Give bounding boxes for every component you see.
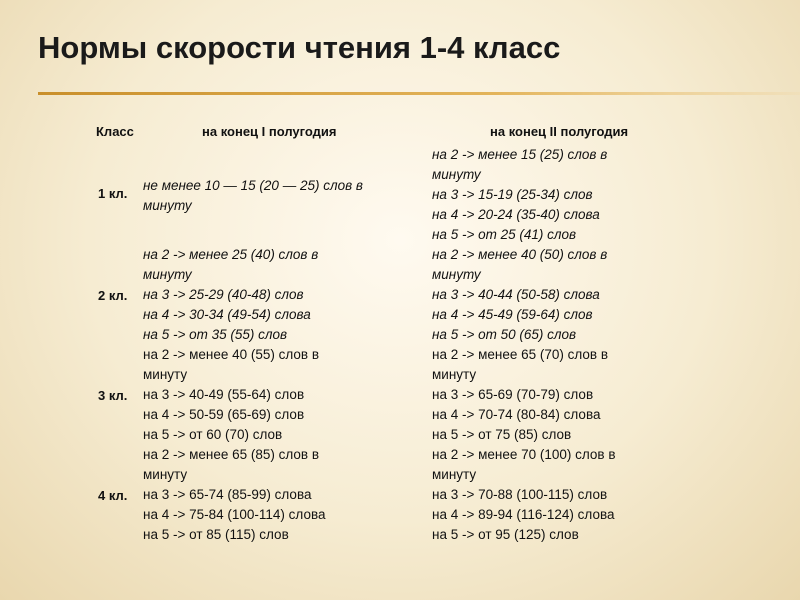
- cell-line: минуту: [143, 267, 192, 282]
- cell-line: минуту: [143, 467, 188, 482]
- cell-line: на 3 -> 40-44 (50-58) слова: [432, 287, 600, 302]
- cell-line: не менее 10 — 15 (20 — 25) слов в: [143, 178, 363, 193]
- grade-label: 1 кл.: [98, 186, 128, 201]
- cell-line: минуту: [432, 467, 477, 482]
- cell-line: на 3 -> 25-29 (40-48) слов: [143, 287, 304, 302]
- cell-line: на 5 -> от 85 (115) слов: [143, 527, 289, 542]
- cell-line: на 3 -> 40-49 (55-64) слов: [143, 387, 305, 402]
- cell-line: на 4 -> 20-24 (35-40) слова: [432, 207, 600, 222]
- cell-line: на 3 -> 65-74 (85-99) слова: [143, 487, 312, 502]
- cell-line: минуту: [432, 367, 477, 382]
- cell-line: на 4 -> 30-34 (49-54) слова: [143, 307, 311, 322]
- cell-line: на 3 -> 15-19 (25-34) слов: [432, 187, 593, 202]
- cell-line: на 3 -> 70-88 (100-115) слов: [432, 487, 608, 502]
- grade-label: 2 кл.: [98, 288, 128, 303]
- cell-line: на 4 -> 70-74 (80-84) слова: [432, 407, 601, 422]
- header-grade: Класс: [96, 124, 134, 139]
- cell-line: на 5 -> от 50 (65) слов: [432, 327, 577, 342]
- header-first-half: на конец I полугодия: [202, 124, 337, 139]
- cell-line: на 4 -> 45-49 (59-64) слов: [432, 307, 593, 322]
- grade-label: 3 кл.: [98, 388, 128, 403]
- cell-line: на 2 -> менее 65 (70) слов в: [432, 347, 609, 362]
- slide-title: Нормы скорости чтения 1-4 класс: [38, 30, 561, 65]
- cell-line: минуту: [432, 167, 481, 182]
- row-4-first-half: [143, 445, 398, 545]
- cell-line: на 2 -> менее 40 (55) слов в: [143, 347, 320, 362]
- cell-line: на 4 -> 89-94 (116-124) слова: [432, 507, 615, 522]
- grade-label: 4 кл.: [98, 488, 128, 503]
- cell-line: минуту: [143, 367, 188, 382]
- cell-line: на 4 -> 50-59 (65-69) слов: [143, 407, 305, 422]
- cell-line: на 3 -> 65-69 (70-79) слов: [432, 387, 594, 402]
- row-1-first-half: [143, 176, 398, 216]
- cell-line: на 2 -> менее 40 (50) слов в: [432, 247, 608, 262]
- cell-line: на 2 -> менее 65 (85) слов в: [143, 447, 320, 462]
- cell-line: минуту: [143, 198, 192, 213]
- row-2-second-half: [432, 245, 682, 345]
- row-1-second-half: [432, 145, 682, 245]
- row-2-first-half: [143, 245, 398, 345]
- cell-line: минуту: [432, 267, 481, 282]
- cell-line: на 5 -> от 35 (55) слов: [143, 327, 288, 342]
- row-4-second-half: [432, 445, 682, 545]
- cell-line: на 2 -> менее 15 (25) слов в: [432, 147, 608, 162]
- row-3-first-half: [143, 345, 398, 445]
- cell-line: на 5 -> от 25 (41) слов: [432, 227, 577, 242]
- cell-line: на 2 -> менее 25 (40) слов в: [143, 247, 319, 262]
- cell-line: на 5 -> от 60 (70) слов: [143, 427, 283, 442]
- row-3-second-half: [432, 345, 682, 445]
- header-second-half: на конец II полугодия: [490, 124, 629, 139]
- cell-line: на 5 -> от 95 (125) слов: [432, 527, 579, 542]
- cell-line: на 4 -> 75-84 (100-114) слова: [143, 507, 326, 522]
- cell-line: на 2 -> менее 70 (100) слов в: [432, 447, 616, 462]
- cell-line: на 5 -> от 75 (85) слов: [432, 427, 572, 442]
